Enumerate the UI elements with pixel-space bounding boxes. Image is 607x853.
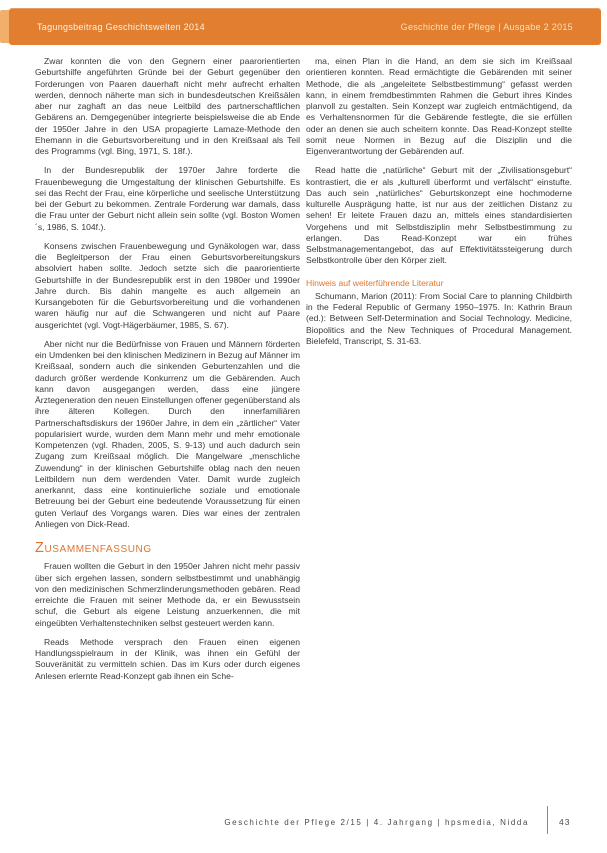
left-column: [35, 56, 300, 690]
header-bar: [9, 8, 601, 45]
paragraph: Konsens zwischen Frauenbewegung und Gynäkologen war, dass die Begleitperson der Frau einen Geburtsvorbereitungskurs absolviert haben sollte. Jedoch setzte sich die paarorientierte Geburtshilfe in der Bundesrepublik erst in den 1980er und 1990er Jahre durch. Bis dahin mangelte es auch allgemein an Kursangeboten für die Geburtsvorbereitung und die vorhandenen waren häufig nur auf die Schwangeren und nicht auf Paare ausgerichtet (vgl. Vogt-Hägerbäumer, 1985, S. 67).: [35, 240, 300, 330]
paragraph: Aber nicht nur die Bedürfnisse von Frauen und Männern förderten ein Umdenken bei den klinischen Medizinern in Bezug auf Männer im Kreißsaal, sondern auch die sinkenden Geburtenzahlen und die dadurch größer werdende Konkurrenz um die Gebärenden. Auch kann davon ausgegangen werden, dass eine jüngere Ärztegeneration den neuen Einstellungen offener gegenüberstand als ihre älteren Kollegen. Durch den innerfamiliären Partnerschaftsdiskurs der 1960er Jahre, in dem ein „zärtlicher“ Vater popularisiert wurde, wurden dem Mann mehr und mehr emotionale Kompetenzen (vgl. Rhaden, 2005, S. 9-13) und auch dadurch sein Zugang zum Kreißsaal möglich. Die Mangelware „menschliche Zuwendung“ in der klinischen Geburtshilfe oblag nach den neuen Leitbildern nun dem werdenden Vater. Damit wurde zugleich anerkannt, dass eine kontinuierliche soziale und emotionale Betreuung bei der Geburt eine bedeutende Voraussetzung für einen guten Verlauf des Vorgangs waren. Dies war eines der zentralen Anliegen von Dick-Read.: [35, 338, 300, 529]
header-journal-issue: Geschichte der Pflege | Ausgabe 2 2015: [400, 21, 573, 32]
summary-heading: Zusammenfassung: [35, 540, 152, 556]
paragraph: Read hatte die „natürliche“ Geburt mit der „Zivilisationsgeburt“ kontrastiert, die er als „kulturell überformt und verfälscht“ einstufte. Das auch sein „natürliches“ Geburtskonzept eine hochmoderne kulturelle Ausprägung hatte, ist nur aus der zeitlichen Distanz zu sehen! Er leitete Frauen dazu an, mittels eines standardisierten Vorgehens und mit Selbstdisziplin mehr Selbstbestimmung zu erlangen. Das Read-Konzept war ein frühes Selbstmanagementangebot, das auf Effektivitätssteigerung durch Selbstkontrolle über den Körper zielt.: [306, 165, 572, 266]
paragraph: Frauen wollten die Geburt in den 1950er Jahren nicht mehr passiv über sich ergehen lassen, sondern selbstbestimmt und unabhängig von den medizinischen Schmerzlinderungsmethoden gebären. Read erreichte die Frauen mit seiner Methode da, er ein Bewusstsein schuf, die Geburt als eigene Leistung anzuerkennen, die mit eingeübten Verhaltenstechniken selbst gesteuert werden kann.: [35, 561, 300, 628]
paragraph: Reads Methode versprach den Frauen einen eigenen Handlungsspielraum in der Klinik, was ihnen ein Gefühl der Souveränität zu vermitteln schien. Das im Kurs oder durch eigenes Anlesen erlernte Read-Konzept gab ihnen ein Sche-: [35, 636, 300, 681]
footer: [35, 810, 577, 834]
header-article-type: Tagungsbeitrag Geschichtswelten 2014: [37, 21, 205, 32]
paragraph: ma, einen Plan in die Hand, an dem sie sich im Kreißsaal orientieren konnten. Read ermächtigte die Gebärenden mit seiner Methode, die als „angeleitete Selbstbestimmung“ gefasst werden kann, in einem fremdbestimmten Rahmen die Geburt ihres Kindes planvoll zu gestalten. Sein Konzept war zugleich entmächtigend, da es Verhaltensnormen für die Gebärende festlegte, die sie erfüllen oder an denen sie auch scheitern konnte. Das Read-Konzept stellte somit neue Normen in Bezug auf die Disziplin und die Eigenverantwortung der Gebärenden auf.: [306, 56, 572, 156]
reference-entry: Schumann, Marion (2011): From Social Care to planning Childbirth in the Federal Republic of Germany 1950–1975. In: Kathrin Braun (ed.): Between Self-Determination and Social Technology. Medicine, Biopolitics and the New Techniques of Procedural Management. Bielefeld, Transcript, S. 31-63.: [306, 290, 572, 346]
footer-divider: [547, 806, 548, 834]
page-number: 43: [559, 817, 571, 827]
literature-heading: Hinweis auf weiterführende Literatur: [306, 277, 444, 288]
right-column: [306, 56, 572, 347]
footer-journal-info: Geschichte der Pflege 2/15 | 4. Jahrgang | hpsmedia, Nidda: [224, 817, 529, 827]
paragraph: In der Bundesrepublik der 1970er Jahre forderte die Frauenbewegung die Umgestaltung der klinischen Geburtshilfe. Es sei das Recht der Frau, eine körperliche und seelische Unterstützung bei der Geburt zu bekommen. Zentrale Forderung war damals, dass die Frau unter der Geburt nicht allein sein sollte (vgl. Boston Women´s, 1986, S. 104f.).: [35, 165, 300, 232]
paragraph: Zwar konnten die von den Gegnern einer paarorientierten Geburtshilfe angeführten Gründe bei der Geburt gegenüber den Forderungen von Paaren dauerhaft nicht mehr aufrecht erhalten werden, dennoch näherte man sich in bundesdeutschen Kreißsälen aber nur zaghaft an das neue Leitbild des partnerschaftlichen Gebärens an. Demgegenüber integrierte beispielsweise die ab Ende der 1950er Jahre in den USA propagierte Lamaze-Methode den Ehemann in die Geburtsvorbereitung und in den Kreißsaal als Teil des Programms (vgl. Bing, 1971, S. 18f.).: [35, 56, 300, 156]
